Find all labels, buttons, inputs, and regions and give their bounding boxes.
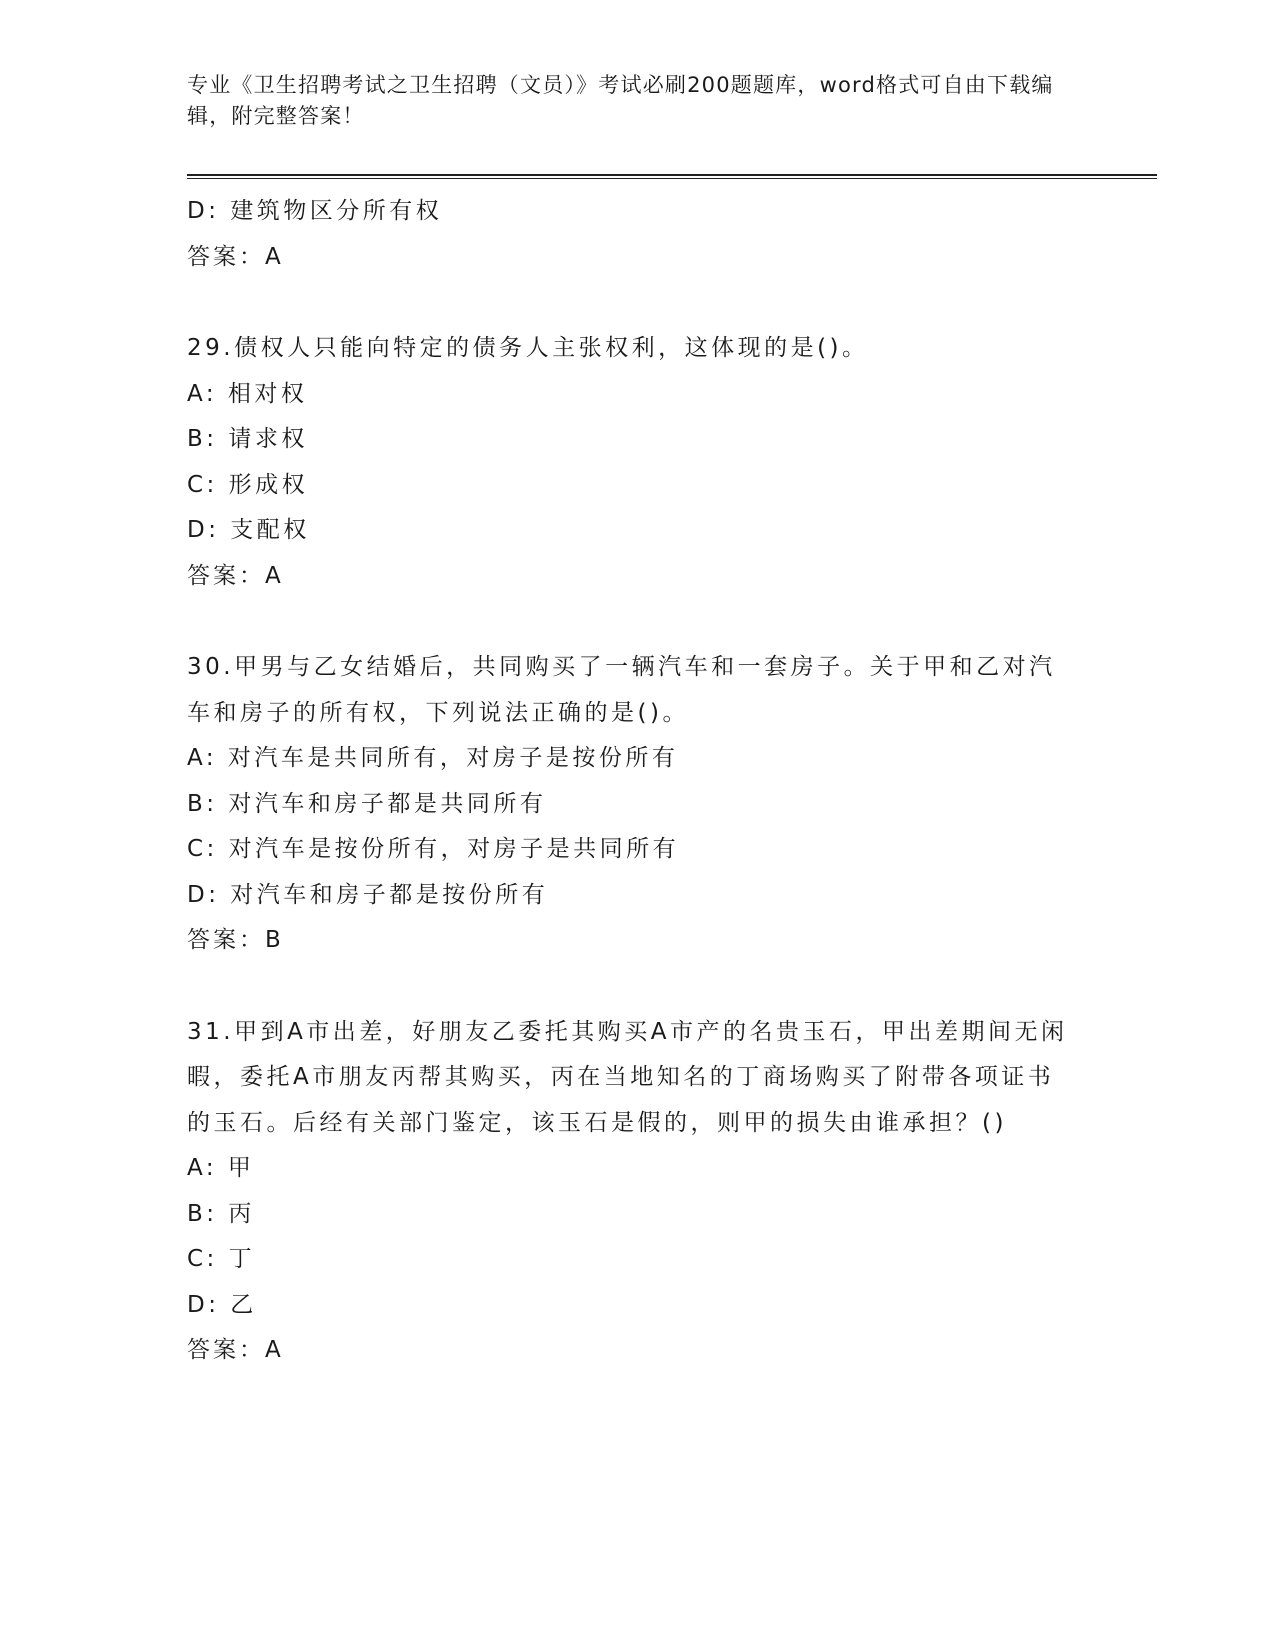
option-d: D: 支配权	[187, 517, 310, 543]
option-a: A: 相对权	[187, 380, 308, 407]
document-body	[187, 189, 1157, 1374]
question-stem: 29.债权人只能向特定的债务人主张权利，这体现的是()。	[187, 335, 869, 361]
option-a: A: 甲	[187, 1155, 255, 1181]
option-b: B: 对汽车和房子都是共同所有	[187, 790, 547, 817]
prev-question-answer: 答案：A	[187, 243, 284, 270]
question-stem: 30.甲男与乙女结婚后，共同购买了一辆汽车和一套房子。关于甲和乙对汽车和房子的所有权，下列说法正确的是()。	[187, 654, 1056, 726]
question-answer: 答案：B	[187, 927, 284, 953]
question-30	[187, 645, 1157, 964]
header-divider	[187, 174, 1157, 179]
spacer	[187, 964, 1157, 1010]
option-b: B: 请求权	[187, 426, 308, 452]
question-31	[187, 1010, 1157, 1374]
spacer	[187, 280, 1157, 326]
option-d: D: 对汽车和房子都是按份所有	[187, 881, 549, 908]
spacer	[187, 599, 1157, 645]
document-header: 专业《卫生招聘考试之卫生招聘（文员）》考试必刷200题题库，word格式可自由下载编辑，附完整答案！	[187, 73, 1054, 128]
option-b: B: 丙	[187, 1200, 255, 1227]
document-page	[187, 70, 1157, 1374]
option-a: A: 对汽车是共同所有，对房子是按份所有	[187, 745, 679, 771]
question-answer: 答案：A	[187, 562, 284, 589]
option-c: C: 形成权	[187, 471, 309, 498]
option-c: C: 对汽车是按份所有，对房子是共同所有	[187, 836, 680, 862]
option-c: C: 丁	[187, 1246, 256, 1272]
question-answer: 答案：A	[187, 1337, 284, 1363]
question-stem: 31.甲到A市出差，好朋友乙委托其购买A市产的名贵玉石，甲出差期间无闲暇，委托A市朋友丙帮其购买，丙在当地知名的丁商场购买了附带各项证书的玉石。后经有关部门鉴定，该玉石是假的，则甲的损失由谁承担？()	[187, 1018, 1068, 1136]
question-29	[187, 326, 1157, 599]
option-d: D: 乙	[187, 1291, 257, 1318]
prev-question-option-d: D: 建筑物区分所有权	[187, 198, 443, 224]
